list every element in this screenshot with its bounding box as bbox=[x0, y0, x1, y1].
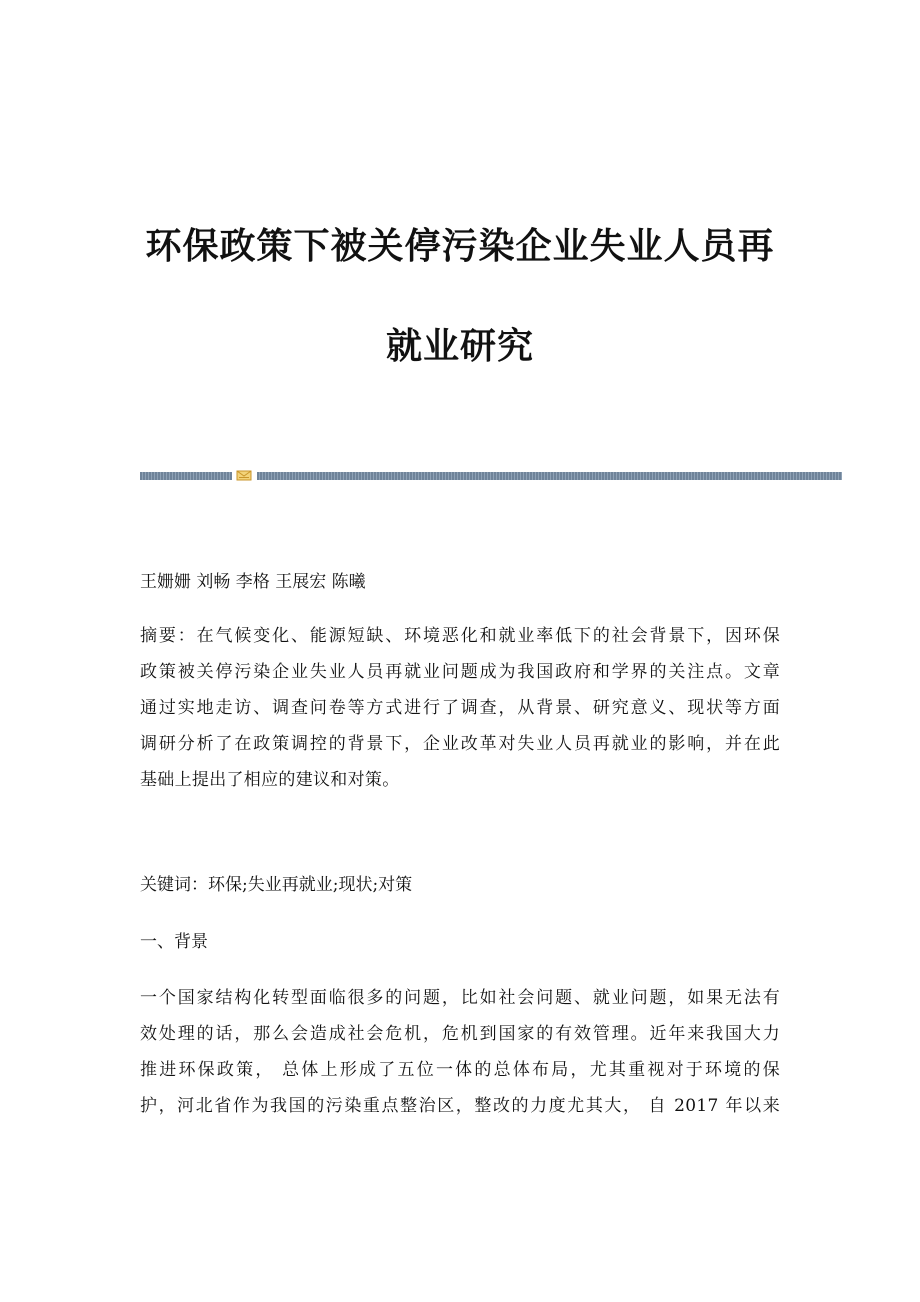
abstract-line: 基础上提出了相应的建议和对策。 bbox=[140, 770, 400, 790]
title-divider bbox=[140, 472, 842, 480]
abstract-line: 通过实地走访、调查问卷等方式进行了调查，从背景、研究意义、现状等方面 bbox=[140, 698, 780, 718]
section-paragraph bbox=[140, 980, 780, 1124]
section-heading: 一、背景 bbox=[140, 932, 208, 952]
title-line-1: 环保政策下被关停污染企业失业人员再 bbox=[145, 226, 775, 267]
envelope-ornament-icon bbox=[236, 469, 252, 482]
authors-line: 王姗姗 刘畅 李格 王展宏 陈曦 bbox=[140, 572, 366, 592]
section-line: 一个国家结构化转型面临很多的问题，比如社会问题、就业问题，如果无法有 bbox=[140, 988, 780, 1008]
divider-bar-left bbox=[140, 472, 232, 480]
abstract-line: 政策被关停污染企业失业人员再就业问题成为我国政府和学界的关注点。文章 bbox=[140, 662, 780, 682]
keywords-line: 关键词：环保;失业再就业;现状;对策 bbox=[140, 875, 413, 895]
section-line: 护，河北省作为我国的污染重点整治区，整改的力度尤其大， 自 2017 年以来 bbox=[140, 1096, 780, 1116]
abstract-paragraph bbox=[140, 618, 780, 798]
divider-bar-right bbox=[257, 472, 842, 480]
title-line-2: 就业研究 bbox=[385, 326, 534, 367]
abstract-line: 摘要：在气候变化、能源短缺、环境恶化和就业率低下的社会背景下，因环保 bbox=[140, 626, 780, 646]
section-line: 推进环保政策， 总体上形成了五位一体的总体布局，尤其重视对于环境的保 bbox=[140, 1060, 780, 1080]
abstract-line: 调研分析了在政策调控的背景下，企业改革对失业人员再就业的影响，并在此 bbox=[140, 734, 780, 754]
section-line: 效处理的话，那么会造成社会危机，危机到国家的有效管理。近年来我国大力 bbox=[140, 1024, 780, 1044]
